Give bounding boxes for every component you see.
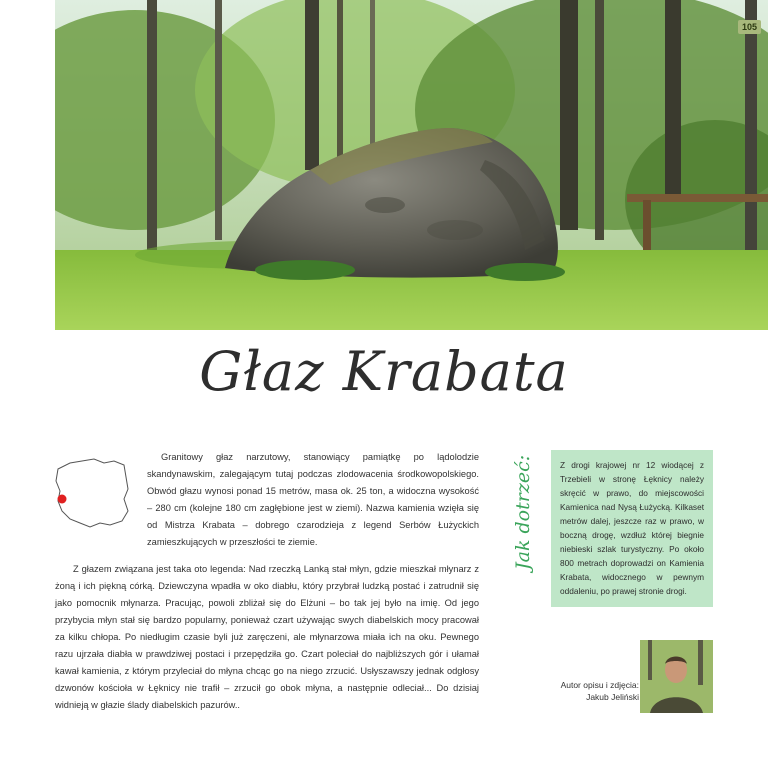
directions-heading: Jak dotrzeć:: [512, 454, 534, 570]
directions-text: Z drogi krajowej nr 12 wiodącej z Trzebieli w stronę Łęknicy należy skręcić w prawo, do miejscowości Kamienica nad Nysą Łużycką. Kilkaset metrów dalej, jeszcze raz w prawo, w boczną drogę, wzdłuż której biegnie niebieski szlak turystyczny. Po około 800 metrach doprowadzi on Kamienia Krabata, widocznego w pewnym oddaleniu, po prawej stronie drogi.: [560, 460, 704, 596]
page-title: Głaz Krabata: [199, 340, 569, 403]
boulder-photo: [55, 0, 768, 330]
location-marker: [58, 495, 67, 504]
author-avatar: [640, 640, 713, 713]
directions-box: [551, 450, 713, 607]
author-credit: [519, 679, 639, 703]
legend-paragraph: Z głazem związana jest taka oto legenda: Nad rzeczką Lanką stał młyn, gdzie mieszkał młynarz z żoną i ich piękną córką. Dziewczyna wpadła w oko diabłu, który przybrał ludzką postać i zatrudnił się jako pomocnik młynarza. Pracując, powoli zbliżał się do Elżuni – bo tak jej było na imię. Od jego przybycia młyn stał się bardzo popularny, ponieważ czart używając swych diabelskich mocy pracował za kilku chłopa. Po niedługim czasie byli już zaręczeni, ale młynarzowa miała ich na oku. Pewnego razu ujrzała diabła w prawdziwej postaci i przepędziła go. Czart poleciał do najbliższych gór i ułamał kawał kamienia, z którym przyleciał do młyna chcąc go na niego zrzucić. Usłyszawszy jednak odgłosy dzwonów kościoła w Łęknicy nie trafił – zrzucił go obok młyna, a następnie odleciał... Do dzisiaj widnieją w głazie ślady diabelskich pazurów..: [55, 564, 479, 710]
poland-map-icon: [52, 455, 132, 531]
intro-paragraph: Granitowy głaz narzutowy, stanowiący pamiątkę po lądolodzie skandynawskim, zalegającym tutaj podczas zlodowacenia środkowopolskiego. Obwód głazu wynosi ponad 15 metrów, masa ok. 25 ton, a widoczna wysokość – 280 cm (kolejne 180 cm zagłębione jest w ziemi). Nazwa kamienia wzięła się od Mistrza Krabata – dobrego czarodzieja z legend Serbów Łużyckich zamieszkujących w przeszłości te ziemie.: [147, 452, 479, 547]
author-name: Jakub Jeliński: [586, 692, 639, 702]
author-label: Autor opisu i zdjęcia:: [560, 680, 639, 690]
page-number: 105: [738, 20, 761, 34]
